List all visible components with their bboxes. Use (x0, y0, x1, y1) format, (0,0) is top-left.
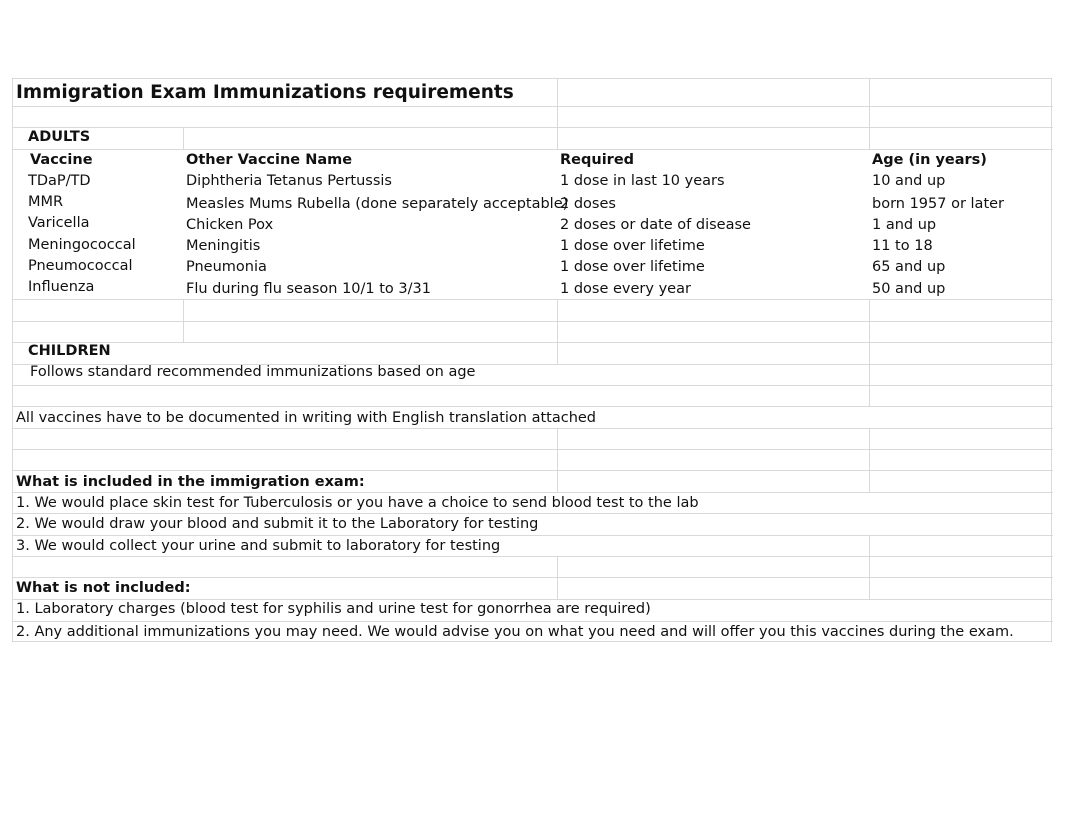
grid-line (557, 556, 558, 599)
list-item: 1. Laboratory charges (blood test for syphilis and urine test for gonorrhea are required) (16, 601, 651, 617)
table-cell: TDaP/TD (28, 173, 91, 189)
table-cell: Chicken Pox (186, 217, 274, 233)
table-cell: 11 to 18 (872, 238, 933, 254)
table-cell: Influenza (28, 279, 95, 295)
table-cell: 10 and up (872, 173, 946, 189)
table-cell: Meningitis (186, 238, 261, 254)
grid-line (13, 149, 1053, 150)
table-cell: 1 dose in last 10 years (560, 173, 725, 189)
grid-line (13, 406, 1053, 407)
column-header-required: Required (560, 152, 635, 168)
grid-line (13, 513, 1053, 514)
spreadsheet (12, 78, 1052, 642)
grid-line (869, 428, 870, 492)
column-header-vaccine: Vaccine (30, 152, 93, 168)
table-cell: 1 dose over lifetime (560, 238, 705, 254)
grid-line (869, 299, 870, 407)
list-item: 1. We would place skin test for Tuberculosis or you have a choice to send blood test to the lab (16, 495, 699, 511)
table-cell: 1 and up (872, 217, 937, 233)
list-item: 3. We would collect your urine and submit to laboratory for testing (16, 538, 501, 554)
grid-line (13, 492, 1053, 493)
table-cell: Pneumonia (186, 259, 267, 275)
grid-line (13, 385, 1053, 386)
not-included-heading: What is not included: (16, 580, 191, 596)
grid-line (13, 577, 1053, 578)
list-item: 2. We would draw your blood and submit it to the Laboratory for testing (16, 516, 539, 532)
grid-line (183, 299, 184, 342)
children-heading: CHILDREN (28, 343, 111, 359)
table-cell: 2 doses or date of disease (560, 217, 751, 233)
documentation-note: All vaccines have to be documented in writing with English translation attached (16, 410, 597, 426)
column-header-age: Age (in years) (872, 152, 987, 168)
table-cell: Meningococcal (28, 237, 136, 253)
table-cell: Pneumococcal (28, 258, 133, 274)
table-cell: Diphtheria Tetanus Pertussis (186, 173, 392, 189)
table-cell: Measles Mums Rubella (done separately acceptable) (186, 196, 569, 212)
included-heading: What is included in the immigration exam: (16, 474, 365, 490)
grid-line (13, 556, 1053, 557)
table-cell: 65 and up (872, 259, 946, 275)
table-cell: MMR (28, 194, 64, 210)
table-cell: 2 doses (560, 196, 616, 212)
grid-line (13, 621, 1053, 622)
grid-line (13, 428, 1053, 429)
page-title: Immigration Exam Immunizations requirements (16, 82, 514, 103)
grid-line (869, 79, 870, 149)
grid-line (13, 449, 1053, 450)
table-cell: 1 dose every year (560, 281, 691, 297)
grid-line (557, 299, 558, 364)
table-cell: Varicella (28, 215, 90, 231)
children-note: Follows standard recommended immunizations based on age (30, 364, 476, 380)
grid-line (13, 470, 1053, 471)
table-cell: 50 and up (872, 281, 946, 297)
table-cell: Flu during flu season 10/1 to 3/31 (186, 281, 431, 297)
adults-heading: ADULTS (28, 129, 91, 145)
grid-line (13, 106, 1053, 107)
grid-line (869, 535, 870, 599)
list-item: 2. Any additional immunizations you may need. We would advise you on what you need and will offer you this vaccines during the exam. (16, 624, 1014, 640)
grid-line (13, 299, 1053, 300)
grid-line (183, 127, 184, 149)
grid-line (13, 321, 1053, 322)
grid-line (557, 79, 558, 149)
grid-line (13, 535, 1053, 536)
table-cell: born 1957 or later (872, 196, 1005, 212)
grid-line (557, 428, 558, 492)
grid-line (13, 342, 1053, 343)
column-header-other-name: Other Vaccine Name (186, 152, 353, 168)
grid-line (13, 127, 1053, 128)
table-cell: 1 dose over lifetime (560, 259, 705, 275)
